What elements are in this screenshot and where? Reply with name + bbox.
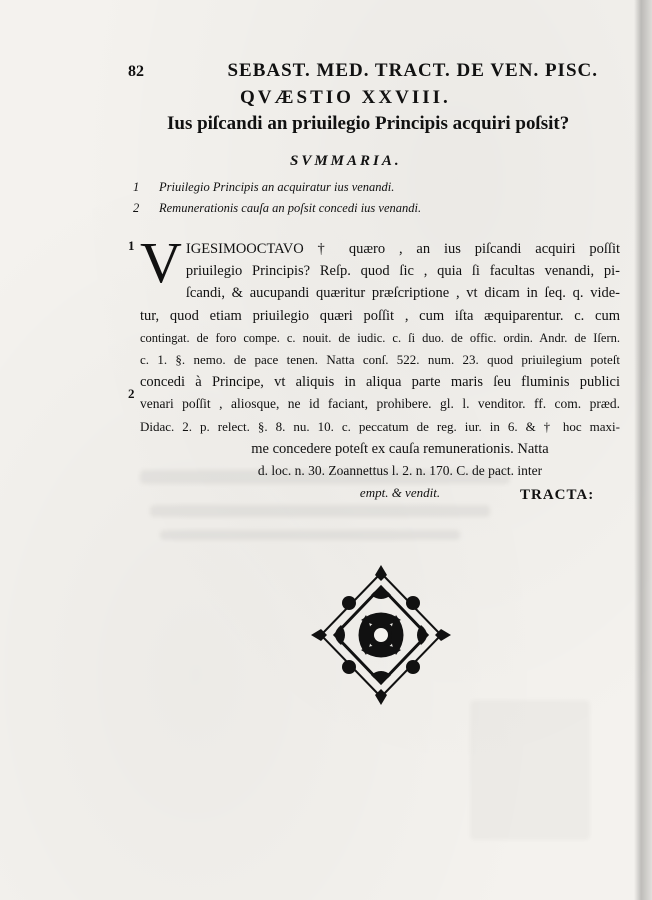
body-line: c. 1. §. nemo. de pace tenen. Natta conſ. 522. num. 23. quod priuilegium poteſt [140, 352, 620, 368]
summaria-item-text: Remunerationis cauſa an poſsit concedi ius venandi. [159, 201, 422, 215]
question-subtitle: Ius piſcandi an priuilegio Principis acquiri poſsit? [167, 113, 570, 134]
catchword: TRACTA: [520, 487, 595, 503]
page-gutter-shadow [634, 0, 652, 900]
printers-ornament-icon [311, 565, 451, 705]
ink-bleed-3 [160, 530, 460, 540]
body-paragraph [140, 230, 620, 504]
body-line: IGESIMOOCTAVO † quæro , an ius piſcandi acquiri poſſit [185, 241, 620, 257]
summaria-item-number: 2 [133, 201, 140, 215]
body-line: venari poſſit , aliosque, ne id faciant, prohibere. gl. l. venditor. ff. com. præd. [140, 396, 620, 412]
body-line: Didac. 2. p. relect. §. 8. nu. 10. c. peccatum de reg. iur. in 6. & † hoc maxi- [140, 418, 620, 434]
summaria-item-number: 1 [133, 180, 140, 194]
margin-note-1: 1 [128, 238, 135, 253]
body-line: d. loc. n. 30. Zoannettus l. 2. n. 170. C. de pact. inter [257, 463, 543, 479]
body-line: ſcandi, & aucupandi quæritur præſcriptione , vt dicam in ſeq. q. vide- [185, 285, 620, 302]
summaria-item [133, 198, 553, 219]
body-line: concedi à Principe, vt aliquis in aliqua parte maris ſeu fluminis publici [140, 374, 620, 391]
question-title: QVÆSTIO XXVIII. [240, 87, 451, 108]
ink-bleed-4 [470, 700, 590, 840]
body-line: priuilegio Principis? Reſp. quod ſic , quia ſi facultas venandi, pi- [185, 263, 620, 280]
summaria-item-text: Priuilegio Principis an acquiratur ius venandi. [159, 180, 395, 194]
body-line: tur, quod etiam priuilegio quæri poſſit , cum iſta æquiparentur. c. cum [140, 307, 620, 324]
summaria-item [133, 177, 553, 198]
body-line: contingat. de foro compe. c. nouit. de iudic. c. ſi duo. de offic. ordin. Andr. de Iſern. [140, 330, 620, 345]
margin-note-2: 2 [128, 386, 135, 401]
summaria-heading: SVMMARIA. [290, 153, 402, 169]
body-line: empt. & vendit. [359, 485, 441, 501]
running-title: SEBAST. MED. TRACT. DE VEN. PISC. [227, 60, 598, 81]
ink-bleed-2 [150, 505, 490, 517]
page-number: 82 [128, 63, 144, 80]
drop-cap: V [140, 230, 182, 295]
body-line: me concedere poteſt ex cauſa remunerationis. Natta [251, 440, 549, 457]
summaria-list [133, 177, 553, 219]
running-header [128, 60, 598, 82]
